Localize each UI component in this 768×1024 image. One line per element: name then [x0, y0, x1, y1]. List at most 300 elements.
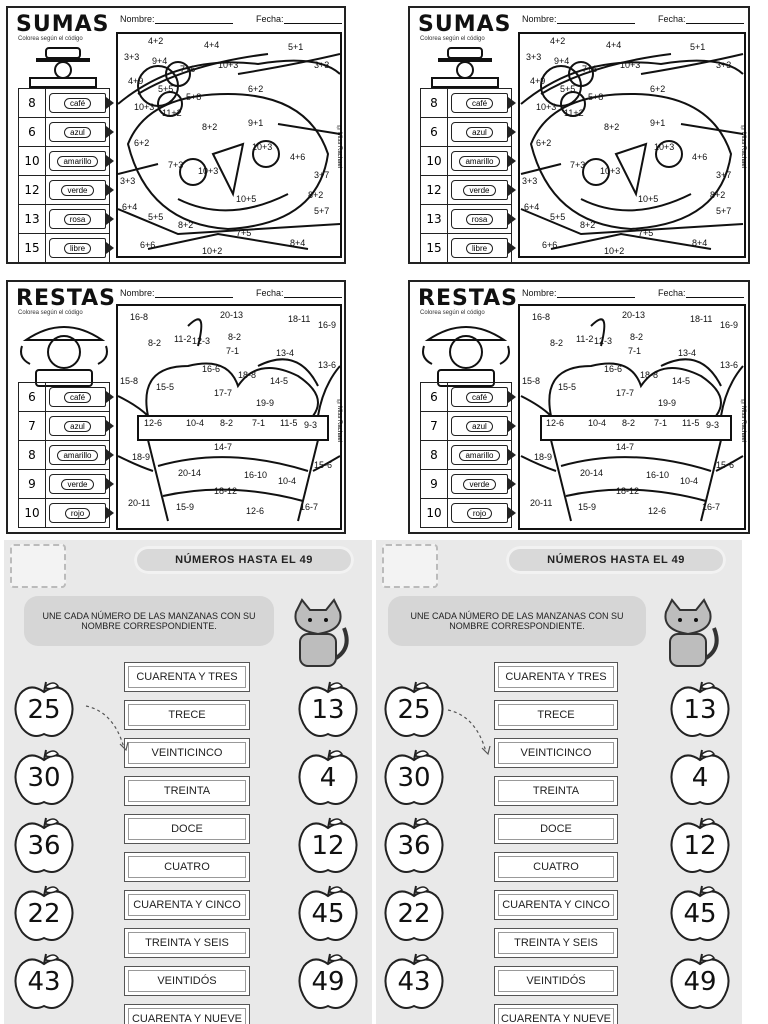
- color-key: [420, 88, 512, 263]
- equation-label: 16-8: [532, 312, 551, 322]
- crayon-icon: [451, 387, 508, 407]
- girl-doll-icon: [418, 318, 514, 388]
- equation-label: 10+2: [604, 246, 625, 256]
- equation-label: 4+4: [606, 40, 622, 50]
- apple-number: 30: [397, 763, 431, 793]
- equation-label: 20-13: [220, 310, 244, 320]
- key-crayon-cell: [448, 499, 512, 528]
- crayon-color-label: rosa: [466, 214, 494, 225]
- color-key-row: [421, 383, 512, 412]
- number-word-box[interactable]: [124, 662, 250, 692]
- equation-label: 3+3: [716, 60, 732, 70]
- equation-label: 3+7: [314, 170, 330, 180]
- color-key-row: [421, 205, 512, 234]
- number-apple[interactable]: [12, 884, 76, 944]
- equation-label: 8+4: [692, 238, 708, 248]
- equation-label: 12-3: [192, 336, 211, 346]
- equation-label: 6+2: [248, 84, 264, 94]
- number-apple[interactable]: [382, 884, 446, 944]
- color-key: [18, 88, 110, 263]
- color-key-row: [421, 470, 512, 499]
- equation-label: 8+2: [710, 190, 726, 200]
- apple-number: 12: [683, 831, 717, 861]
- crayon-color-label: amarillo: [57, 450, 97, 461]
- equation-label: 14-7: [616, 442, 635, 452]
- equation-label: 6+4: [122, 202, 138, 212]
- equation-label: 13-4: [678, 348, 697, 358]
- crayon-icon: [49, 445, 106, 465]
- crayon-icon: [49, 180, 106, 200]
- number-apple[interactable]: [296, 680, 360, 740]
- equation-label: 12-3: [594, 336, 613, 346]
- instruction-box: UNE CADA NÚMERO DE LAS MANZANAS CON SU NOMBRE CORRESPONDIENTE.: [388, 596, 646, 646]
- equation-label: 4+2: [550, 36, 566, 46]
- crayon-color-label: libre: [64, 243, 91, 254]
- number-word-box[interactable]: [124, 890, 250, 920]
- key-number: 6: [19, 383, 46, 412]
- crayon-icon: [49, 238, 106, 258]
- key-number: 12: [421, 176, 448, 205]
- number-word-label: VEINTIDÓS: [526, 975, 586, 987]
- equation-label: 10+5: [638, 194, 659, 204]
- number-apple[interactable]: [382, 748, 446, 808]
- number-word-box[interactable]: [494, 662, 618, 692]
- number-word-box[interactable]: [494, 852, 618, 882]
- equation-label: 7-1: [226, 346, 240, 356]
- color-key-row: [421, 441, 512, 470]
- apple-number: 43: [397, 967, 431, 997]
- number-apple[interactable]: [668, 884, 732, 944]
- equation-label: 9+4: [554, 56, 570, 66]
- key-crayon-cell: [448, 383, 512, 412]
- number-apple[interactable]: [12, 952, 76, 1012]
- label-layer: [118, 306, 340, 528]
- equation-label: 13-6: [720, 360, 739, 370]
- key-crayon-cell: [448, 89, 512, 118]
- equation-label: 17-7: [214, 388, 233, 398]
- equation-label: 5+7: [716, 206, 732, 216]
- apple-number: 36: [397, 831, 431, 861]
- equation-label: 8+2: [580, 220, 596, 230]
- sheet-subtitle: Colorea según el código: [18, 36, 83, 42]
- key-crayon-cell: [448, 441, 512, 470]
- key-number: 10: [19, 499, 46, 528]
- watermark: ©Miss Rachael: [740, 400, 746, 443]
- number-word-label: DOCE: [171, 823, 203, 835]
- sheet-title: SUMAS: [16, 12, 110, 37]
- number-apple[interactable]: [668, 816, 732, 876]
- equation-label: 3+3: [526, 52, 542, 62]
- date-label: Fecha:: [658, 14, 686, 24]
- number-word-label: TREINTA Y SEIS: [145, 937, 229, 949]
- key-number: 9: [19, 470, 46, 499]
- date-label: Fecha:: [256, 14, 284, 24]
- equation-label: 20-14: [580, 468, 604, 478]
- equation-label: 9+1: [650, 118, 666, 128]
- key-number: 15: [19, 234, 46, 263]
- number-apple[interactable]: [296, 952, 360, 1012]
- crayon-color-label: azul: [466, 127, 493, 138]
- corner-badge: [10, 544, 66, 588]
- equation-label: 10+2: [202, 246, 223, 256]
- apple-number: 22: [27, 899, 61, 929]
- equation-label: 16-9: [720, 320, 739, 330]
- key-number: 9: [421, 470, 448, 499]
- apple-number: 45: [683, 899, 717, 929]
- key-crayon-cell: [46, 205, 110, 234]
- number-word-label: VEINTICINCO: [520, 747, 592, 759]
- key-crayon-cell: [46, 441, 110, 470]
- key-crayon-cell: [46, 470, 110, 499]
- key-crayon-cell: [46, 499, 110, 528]
- equation-label: 8+2: [604, 122, 620, 132]
- equation-label: 16-10: [646, 470, 670, 480]
- date-field[interactable]: [658, 14, 744, 24]
- numeros-worksheet-right: [376, 540, 742, 1024]
- key-crayon-cell: [46, 412, 110, 441]
- color-key-row: [421, 147, 512, 176]
- equation-label: 5+1: [288, 42, 304, 52]
- equation-label: 3+3: [120, 176, 136, 186]
- apple-number: 4: [691, 763, 709, 793]
- equation-label: 10+3: [252, 142, 273, 152]
- name-field[interactable]: [120, 288, 233, 298]
- crayon-color-label: amarillo: [57, 156, 97, 167]
- cat-icon: [282, 598, 354, 670]
- crayon-color-label: amarillo: [459, 156, 499, 167]
- equation-label: 6+2: [134, 138, 150, 148]
- color-key-row: [19, 89, 110, 118]
- equation-label: 11-5: [682, 418, 700, 428]
- number-word-box[interactable]: [494, 1004, 618, 1024]
- apple-number: 22: [397, 899, 431, 929]
- number-word-box[interactable]: [124, 776, 250, 806]
- crayon-color-label: café: [466, 392, 493, 403]
- equation-label: 5+5: [158, 84, 174, 94]
- sheet-title: RESTAS: [16, 286, 116, 311]
- crayon-icon: [451, 238, 508, 258]
- crayon-color-label: azul: [64, 127, 91, 138]
- number-word-box[interactable]: [494, 928, 618, 958]
- equation-label: 8+2: [202, 122, 218, 132]
- equation-label: 8-2: [622, 418, 636, 428]
- crayon-color-label: azul: [466, 421, 493, 432]
- equation-label: 15-5: [156, 382, 175, 392]
- equation-label: 7-1: [628, 346, 642, 356]
- equation-label: 5+5: [148, 212, 164, 222]
- equation-label: 6+6: [542, 240, 558, 250]
- equation-label: 7+5: [638, 228, 654, 238]
- name-label: Nombre:: [522, 14, 557, 24]
- key-crayon-cell: [448, 147, 512, 176]
- key-number: 10: [421, 147, 448, 176]
- key-number: 10: [19, 147, 46, 176]
- equation-label: 16-6: [604, 364, 623, 374]
- sheet-subtitle: Colorea según el código: [420, 36, 485, 42]
- equation-label: 13-4: [276, 348, 295, 358]
- equation-label: 15-9: [176, 502, 195, 512]
- sheet-title: RESTAS: [418, 286, 518, 311]
- equation-label: 6+4: [524, 202, 540, 212]
- number-apple[interactable]: [668, 952, 732, 1012]
- equation-label: 18-9: [132, 452, 151, 462]
- color-key-row: [19, 205, 110, 234]
- key-number: 13: [19, 205, 46, 234]
- equation-label: 17-7: [616, 388, 635, 398]
- sheet-subtitle: Colorea según el código: [18, 310, 83, 316]
- key-crayon-cell: [46, 147, 110, 176]
- number-word-box[interactable]: [494, 776, 618, 806]
- equation-label: 4+9: [530, 76, 546, 86]
- equation-label: 10-4: [186, 418, 205, 428]
- crayon-icon: [49, 387, 106, 407]
- equation-label: 20-11: [530, 498, 553, 508]
- date-field[interactable]: [256, 288, 342, 298]
- crayon-icon: [451, 151, 508, 171]
- date-label: Fecha:: [256, 288, 284, 298]
- number-word-label: DOCE: [540, 823, 572, 835]
- color-key-row: [421, 89, 512, 118]
- number-apple[interactable]: [296, 748, 360, 808]
- equation-label: 3+3: [314, 60, 330, 70]
- number-apple[interactable]: [12, 748, 76, 808]
- number-apple[interactable]: [668, 680, 732, 740]
- equation-label: 4+6: [290, 152, 306, 162]
- crayon-icon: [49, 503, 106, 523]
- sheet-subtitle: Colorea según el código: [420, 310, 485, 316]
- equation-label: 10-4: [680, 476, 699, 486]
- number-apple[interactable]: [668, 748, 732, 808]
- equation-label: 7+3: [168, 160, 184, 170]
- equation-label: 11+2: [564, 108, 584, 118]
- crayon-color-label: azul: [64, 421, 91, 432]
- label-layer: [520, 306, 744, 528]
- key-crayon-cell: [448, 205, 512, 234]
- equation-label: 10+3: [134, 102, 155, 112]
- equation-label: 4+2: [148, 36, 164, 46]
- crayon-icon: [451, 503, 508, 523]
- color-key-row: [19, 147, 110, 176]
- apple-number: 36: [27, 831, 61, 861]
- number-apple[interactable]: [296, 816, 360, 876]
- crayon-color-label: rosa: [64, 214, 92, 225]
- key-number: 12: [19, 176, 46, 205]
- equation-label: 11+2: [162, 108, 182, 118]
- number-word-label: CUARENTA Y NUEVE: [131, 1013, 243, 1024]
- number-word-label: CUATRO: [164, 861, 210, 873]
- crayon-icon: [49, 122, 106, 142]
- girl-doll-icon: [16, 318, 112, 388]
- equation-label: 16-8: [130, 312, 149, 322]
- color-key-row: [19, 412, 110, 441]
- equation-label: 12-6: [144, 418, 163, 428]
- crayon-icon: [451, 445, 508, 465]
- instruction-box: UNE CADA NÚMERO DE LAS MANZANAS CON SU NOMBRE CORRESPONDIENTE.: [24, 596, 274, 646]
- key-number: 7: [421, 412, 448, 441]
- color-key-row: [421, 176, 512, 205]
- color-key-row: [19, 470, 110, 499]
- equation-label: 6+6: [140, 240, 156, 250]
- equation-label: 16-7: [702, 502, 721, 512]
- number-word-label: CUARENTA Y NUEVE: [500, 1013, 612, 1024]
- number-word-box[interactable]: [124, 814, 250, 844]
- equation-label: 15-8: [522, 376, 541, 386]
- number-apple[interactable]: [382, 816, 446, 876]
- number-word-box[interactable]: [124, 738, 250, 768]
- equation-label: 9+1: [248, 118, 264, 128]
- scarecrow-icon: [430, 46, 500, 88]
- number-word-label: CUATRO: [533, 861, 579, 873]
- crayon-icon: [49, 474, 106, 494]
- equation-label: 5+1: [690, 42, 706, 52]
- apple-number: 25: [27, 695, 61, 725]
- equation-label: 8-2: [220, 418, 234, 428]
- number-apple[interactable]: [296, 884, 360, 944]
- equation-label: 12-6: [246, 506, 265, 516]
- crayon-color-label: amarillo: [459, 450, 499, 461]
- number-apple[interactable]: [12, 680, 76, 740]
- number-word-label: TREINTA: [163, 785, 211, 797]
- equation-label: 5+5: [560, 84, 576, 94]
- color-key-row: [19, 441, 110, 470]
- key-crayon-cell: [448, 470, 512, 499]
- apple-number: 43: [27, 967, 61, 997]
- number-word-box[interactable]: [124, 852, 250, 882]
- equation-label: 18-9: [534, 452, 553, 462]
- key-number: 6: [421, 118, 448, 147]
- number-word-box[interactable]: [124, 966, 250, 996]
- number-word-box[interactable]: [494, 890, 618, 920]
- apple-number: 45: [311, 899, 345, 929]
- equation-label: 16-10: [244, 470, 268, 480]
- restas-sheet-left: [6, 280, 346, 534]
- equation-label: 7+6: [180, 64, 196, 74]
- apple-number: 49: [311, 967, 345, 997]
- number-word-box[interactable]: [124, 1004, 250, 1024]
- key-crayon-cell: [448, 234, 512, 263]
- apple-number: 12: [311, 831, 345, 861]
- sumas-sheet-right: [408, 6, 750, 264]
- apple-number: 4: [319, 763, 337, 793]
- equation-label: 15-8: [120, 376, 139, 386]
- crayon-icon: [49, 93, 106, 113]
- cat-icon: [652, 598, 724, 670]
- crayon-icon: [49, 416, 106, 436]
- crayon-icon: [451, 93, 508, 113]
- equation-label: 18-11: [690, 314, 713, 324]
- crayon-color-label: verde: [61, 479, 93, 490]
- number-word-box[interactable]: [494, 814, 618, 844]
- crayon-color-label: rojo: [467, 508, 492, 519]
- key-crayon-cell: [46, 383, 110, 412]
- equation-label: 15-9: [578, 502, 597, 512]
- name-label: Nombre:: [120, 14, 155, 24]
- number-word-box[interactable]: [494, 700, 618, 730]
- number-word-box[interactable]: [494, 966, 618, 996]
- apple-number: 25: [397, 695, 431, 725]
- name-field[interactable]: [120, 14, 233, 24]
- crayon-icon: [451, 416, 508, 436]
- equation-label: 15-6: [716, 460, 735, 470]
- equation-label: 7+5: [236, 228, 252, 238]
- equation-label: 16-7: [300, 502, 319, 512]
- equation-label: 19-9: [658, 398, 677, 408]
- number-apple[interactable]: [12, 816, 76, 876]
- equation-label: 5+8: [186, 92, 202, 102]
- key-number: 8: [19, 441, 46, 470]
- number-apple[interactable]: [382, 680, 446, 740]
- crayon-icon: [451, 122, 508, 142]
- equation-label: 14-7: [214, 442, 233, 452]
- label-layer: [118, 34, 340, 256]
- equation-label: 6+2: [650, 84, 666, 94]
- key-number: 6: [19, 118, 46, 147]
- key-crayon-cell: [46, 118, 110, 147]
- color-key-row: [19, 383, 110, 412]
- key-number: 13: [421, 205, 448, 234]
- apple-number: 30: [27, 763, 61, 793]
- coloring-picture: [518, 32, 746, 258]
- number-word-box[interactable]: [124, 700, 250, 730]
- crayon-icon: [49, 151, 106, 171]
- key-number: 8: [421, 89, 448, 118]
- connector-line: [446, 708, 492, 758]
- crayon-color-label: café: [466, 98, 493, 109]
- sumas-sheet-left: [6, 6, 346, 264]
- name-field[interactable]: [522, 288, 635, 298]
- date-field[interactable]: [658, 288, 744, 298]
- equation-label: 11-2: [174, 334, 192, 344]
- number-word-label: TREINTA: [532, 785, 580, 797]
- numeros-worksheet-left: [4, 540, 372, 1024]
- equation-label: 7+3: [570, 160, 586, 170]
- scarecrow-icon: [28, 46, 98, 88]
- apple-number: 49: [683, 967, 717, 997]
- name-field[interactable]: [522, 14, 635, 24]
- crayon-icon: [451, 474, 508, 494]
- equation-label: 9+4: [152, 56, 168, 66]
- equation-label: 8-2: [550, 338, 564, 348]
- color-key-row: [421, 412, 512, 441]
- number-word-box[interactable]: [124, 928, 250, 958]
- key-number: 10: [421, 499, 448, 528]
- equation-label: 3+3: [522, 176, 538, 186]
- sheet-title: SUMAS: [418, 12, 512, 37]
- equation-label: 12-6: [546, 418, 565, 428]
- number-word-label: TRECE: [537, 709, 575, 721]
- date-field[interactable]: [256, 14, 342, 24]
- color-key-row: [421, 499, 512, 528]
- color-key-row: [19, 118, 110, 147]
- equation-label: 8+2: [308, 190, 324, 200]
- label-layer: [520, 34, 744, 256]
- number-word-box[interactable]: [494, 738, 618, 768]
- key-crayon-cell: [448, 412, 512, 441]
- number-word-label: CUARENTA Y CINCO: [133, 899, 241, 911]
- key-number: 15: [421, 234, 448, 263]
- number-word-label: CUARENTA Y CINCO: [502, 899, 610, 911]
- equation-label: 5+5: [550, 212, 566, 222]
- crayon-color-label: rojo: [65, 508, 90, 519]
- coloring-picture: [116, 304, 342, 530]
- equation-label: 18-12: [616, 486, 640, 496]
- equation-label: 8-2: [148, 338, 162, 348]
- number-apple[interactable]: [382, 952, 446, 1012]
- equation-label: 7+6: [582, 64, 598, 74]
- key-crayon-cell: [448, 118, 512, 147]
- restas-sheet-right: [408, 280, 750, 534]
- color-key-row: [19, 234, 110, 263]
